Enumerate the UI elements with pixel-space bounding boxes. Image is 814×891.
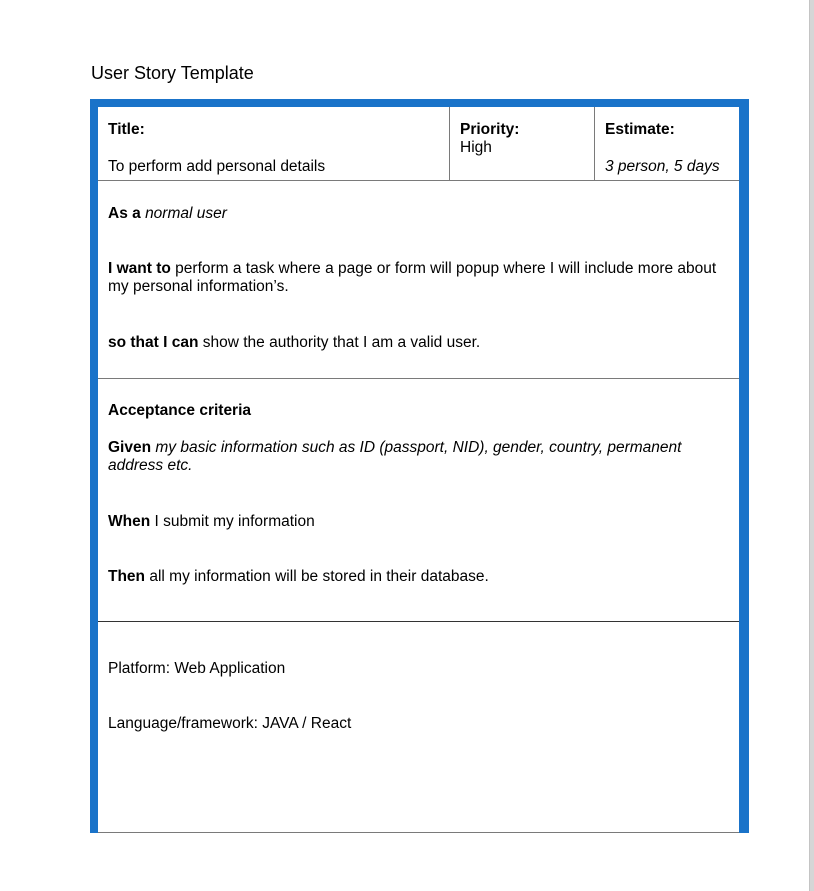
acceptance-criteria-section <box>98 379 739 622</box>
when-label: When <box>108 513 151 530</box>
acceptance-heading-text: Acceptance criteria <box>108 402 252 419</box>
estimate-label: Estimate: <box>605 121 675 138</box>
when-value: I submit my information <box>154 513 315 530</box>
as-a-label: As a <box>108 205 141 222</box>
given-line <box>108 439 718 475</box>
so-that-value: show the authority that I am a valid user. <box>202 334 481 351</box>
acceptance-heading <box>108 402 718 420</box>
user-story-card <box>90 99 749 833</box>
priority-cell <box>450 107 595 180</box>
platform-section <box>98 622 739 833</box>
then-value: all my information will be stored in their database. <box>149 568 489 585</box>
title-label: Title: <box>108 121 145 138</box>
priority-value: High <box>460 139 492 156</box>
estimate-value: 3 person, 5 days <box>605 158 720 175</box>
story-header-row <box>98 107 739 181</box>
story-statement-section <box>98 181 739 379</box>
priority-label: Priority: <box>460 121 520 138</box>
as-a-value: normal user <box>145 205 227 222</box>
so-that-label: so that I can <box>108 334 199 351</box>
when-line <box>108 513 718 531</box>
viewer-scroll-gutter[interactable] <box>809 0 814 891</box>
title-value: To perform add personal details <box>108 158 326 175</box>
estimate-cell <box>595 107 739 180</box>
i-want-to-line <box>108 260 718 296</box>
title-cell <box>98 107 450 180</box>
given-value: my basic information such as ID (passport, NID), gender, country, permanent address etc. <box>108 439 682 474</box>
language-line: Language/framework: JAVA / React <box>108 715 352 732</box>
as-a-line <box>108 205 718 223</box>
given-label: Given <box>108 439 152 456</box>
so-that-line <box>108 334 718 352</box>
then-line <box>108 568 718 586</box>
i-want-to-value: perform a task where a page or form will popup where I will include more about my personal information’s. <box>108 260 717 295</box>
i-want-to-label: I want to <box>108 260 171 277</box>
platform-line: Platform: Web Application <box>108 660 286 677</box>
then-label: Then <box>108 568 146 585</box>
document-heading: User Story Template <box>91 63 254 83</box>
user-story-card-body <box>98 107 739 833</box>
